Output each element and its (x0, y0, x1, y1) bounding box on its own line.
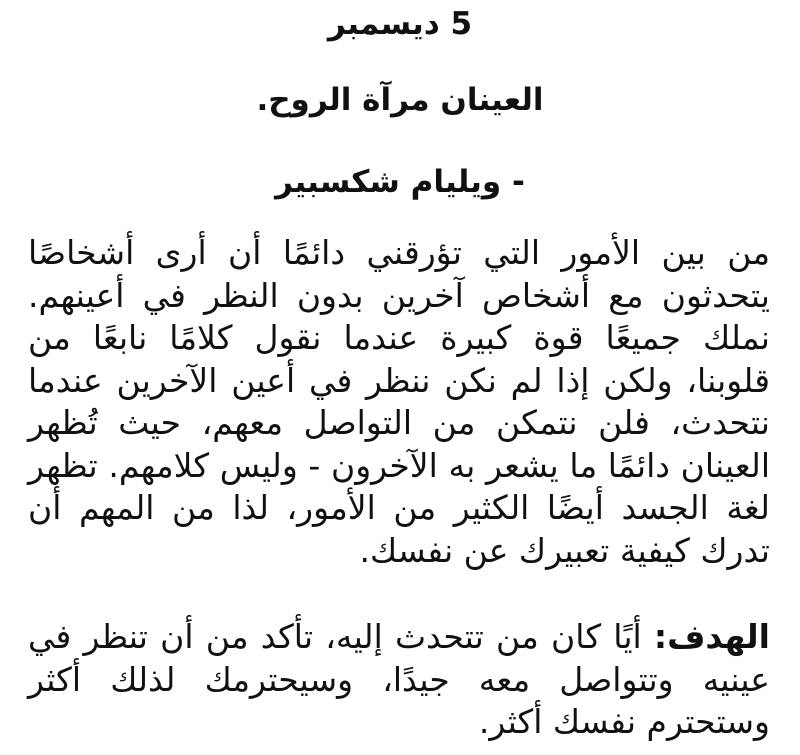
entry-date: 5 ديسمبر (327, 6, 473, 42)
quote-text: العينان مرآة الروح. (256, 82, 544, 118)
quote-author: - ويليام شكسبير (275, 164, 525, 200)
body-paragraph: من بين الأمور التي تؤرقني دائمًا أن أرى أشخاصًا يتحدثون مع أشخاص آخرين بدون النظر في أعينهم. نملك جميعًا قوة كبيرة عندما نقول كلامًا نابعًا من قلوبنا، ولكن إذا لم نكن ننظر في أعين الآخرين عندما نتحدث، فلن نتمكن من التواصل معهم، حيث تُظهر العينان دائمًا ما يشعر به الآخرون - وليس كلامهم. تظهر لغة الجسد أيضًا الكثير من الأمور، لذا من المهم أن تدرك كيفية تعبيرك عن نفسك. (28, 233, 770, 570)
goal-text: أيًا كان من تتحدث إليه، تأكد من أن تنظر في عينيه وتتواصل معه جيدًا، وسيحترمك لذلك أكثر وستحترم نفسك أكثر. (28, 617, 770, 741)
goal-label: الهدف: (653, 617, 770, 656)
goal-paragraph (28, 616, 770, 744)
